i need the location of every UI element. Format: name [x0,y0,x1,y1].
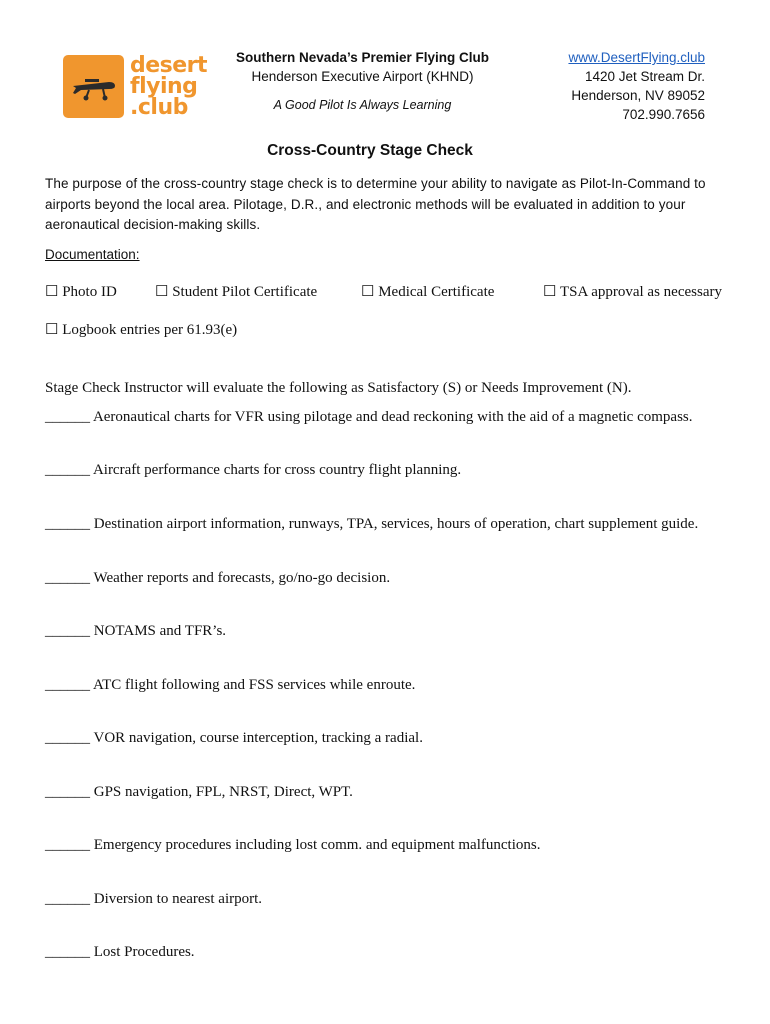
evaluation-item [45,570,390,587]
documentation-label: Documentation: [45,247,140,262]
logo-line: flying [130,74,198,99]
evaluation-item [45,891,262,908]
rating-blank[interactable]: ______ [45,409,90,425]
rating-blank[interactable]: ______ [45,784,90,800]
header-center [220,48,505,115]
rating-blank[interactable]: ______ [45,944,90,960]
checkbox-photo-id[interactable] [45,282,117,301]
evaluation-item [45,784,353,801]
checkbox-logbook-entries[interactable] [45,320,237,339]
logo-badge [63,55,124,118]
rating-blank[interactable]: ______ [45,516,90,532]
checkbox-icon[interactable]: ☐ [45,284,59,300]
logo-line: desert [130,53,208,78]
club-motto: A Good Pilot Is Always Learning [273,98,452,112]
evaluation-item [45,623,226,640]
evaluation-instructions: Stage Check Instructor will evaluate the following as Satisfactory (S) or Needs Improvement (N). [45,380,632,396]
club-logo [63,55,207,118]
evaluation-item [45,462,461,479]
website-link[interactable]: www.DesertFlying.club [568,50,705,65]
rating-blank[interactable]: ______ [45,570,90,586]
city-address: Henderson, NV 89052 [571,88,705,103]
evaluation-item-text: GPS navigation, FPL, NRST, Direct, WPT. [93,784,353,800]
evaluation-item-text: Aircraft performance charts for cross country flight planning. [92,462,462,478]
checkbox-label: Photo ID [62,284,117,300]
checkbox-icon[interactable]: ☐ [45,322,59,338]
club-name: Southern Nevada’s Premier Flying Club [235,50,490,65]
evaluation-item [45,677,415,694]
logo-wordmark [130,55,207,118]
checkbox-tsa-approval[interactable] [543,282,722,301]
checkbox-medical-certificate[interactable] [361,282,494,301]
header-contact [485,48,705,124]
rating-blank[interactable]: ______ [45,837,90,853]
street-address: 1420 Jet Stream Dr. [584,69,705,84]
evaluation-item [45,516,698,533]
checkbox-label: Student Pilot Certificate [172,284,318,300]
checkbox-student-pilot-certificate[interactable] [155,282,317,301]
evaluation-item [45,409,693,426]
checkbox-label: Medical Certificate [378,284,495,300]
evaluation-item [45,944,195,961]
checkbox-icon[interactable]: ☐ [155,284,169,300]
evaluation-item-text: Destination airport information, runways, TPA, services, hours of operation, chart supplement guide. [93,516,699,532]
rating-blank[interactable]: ______ [45,730,90,746]
phone-number: 702.990.7656 [622,107,705,122]
rating-blank[interactable]: ______ [45,623,90,639]
evaluation-item-text: Lost Procedures. [93,944,195,960]
evaluation-item [45,730,423,747]
airport-name: Henderson Executive Airport (KHND) [251,69,474,84]
evaluation-item-text: Aeronautical charts for VFR using pilotage and dead reckoning with the aid of a magnetic compass. [92,409,693,425]
evaluation-item-text: Weather reports and forecasts, go/no-go decision. [93,570,391,586]
checkbox-label: Logbook entries per 61.93(e) [62,322,238,338]
page-title: Cross-Country Stage Check [267,142,473,159]
intro-paragraph: The purpose of the cross-country stage check is to determine your ability to navigate as Pilot-In-Command to airports beyond the local area. Pilotage, D.R., and electronic methods will be evaluated in addition to your aeronautical decision-making skills. [45,176,706,232]
rating-blank[interactable]: ______ [45,462,90,478]
evaluation-item-text: ATC flight following and FSS services while enroute. [92,677,416,693]
checkbox-label: TSA approval as necessary [559,284,722,300]
rating-blank[interactable]: ______ [45,677,90,693]
checkbox-icon[interactable]: ☐ [361,284,375,300]
evaluation-item-text: Emergency procedures including lost comm. and equipment malfunctions. [93,837,541,853]
evaluation-item [45,837,540,854]
logo-line: .club [130,95,188,120]
rating-blank[interactable]: ______ [45,891,90,907]
evaluation-item-text: VOR navigation, course interception, tracking a radial. [93,730,423,746]
evaluation-item-text: NOTAMS and TFR’s. [93,623,227,639]
airplane-icon [71,72,117,102]
checkbox-icon[interactable]: ☐ [543,284,557,300]
evaluation-item-text: Diversion to nearest airport. [93,891,263,907]
